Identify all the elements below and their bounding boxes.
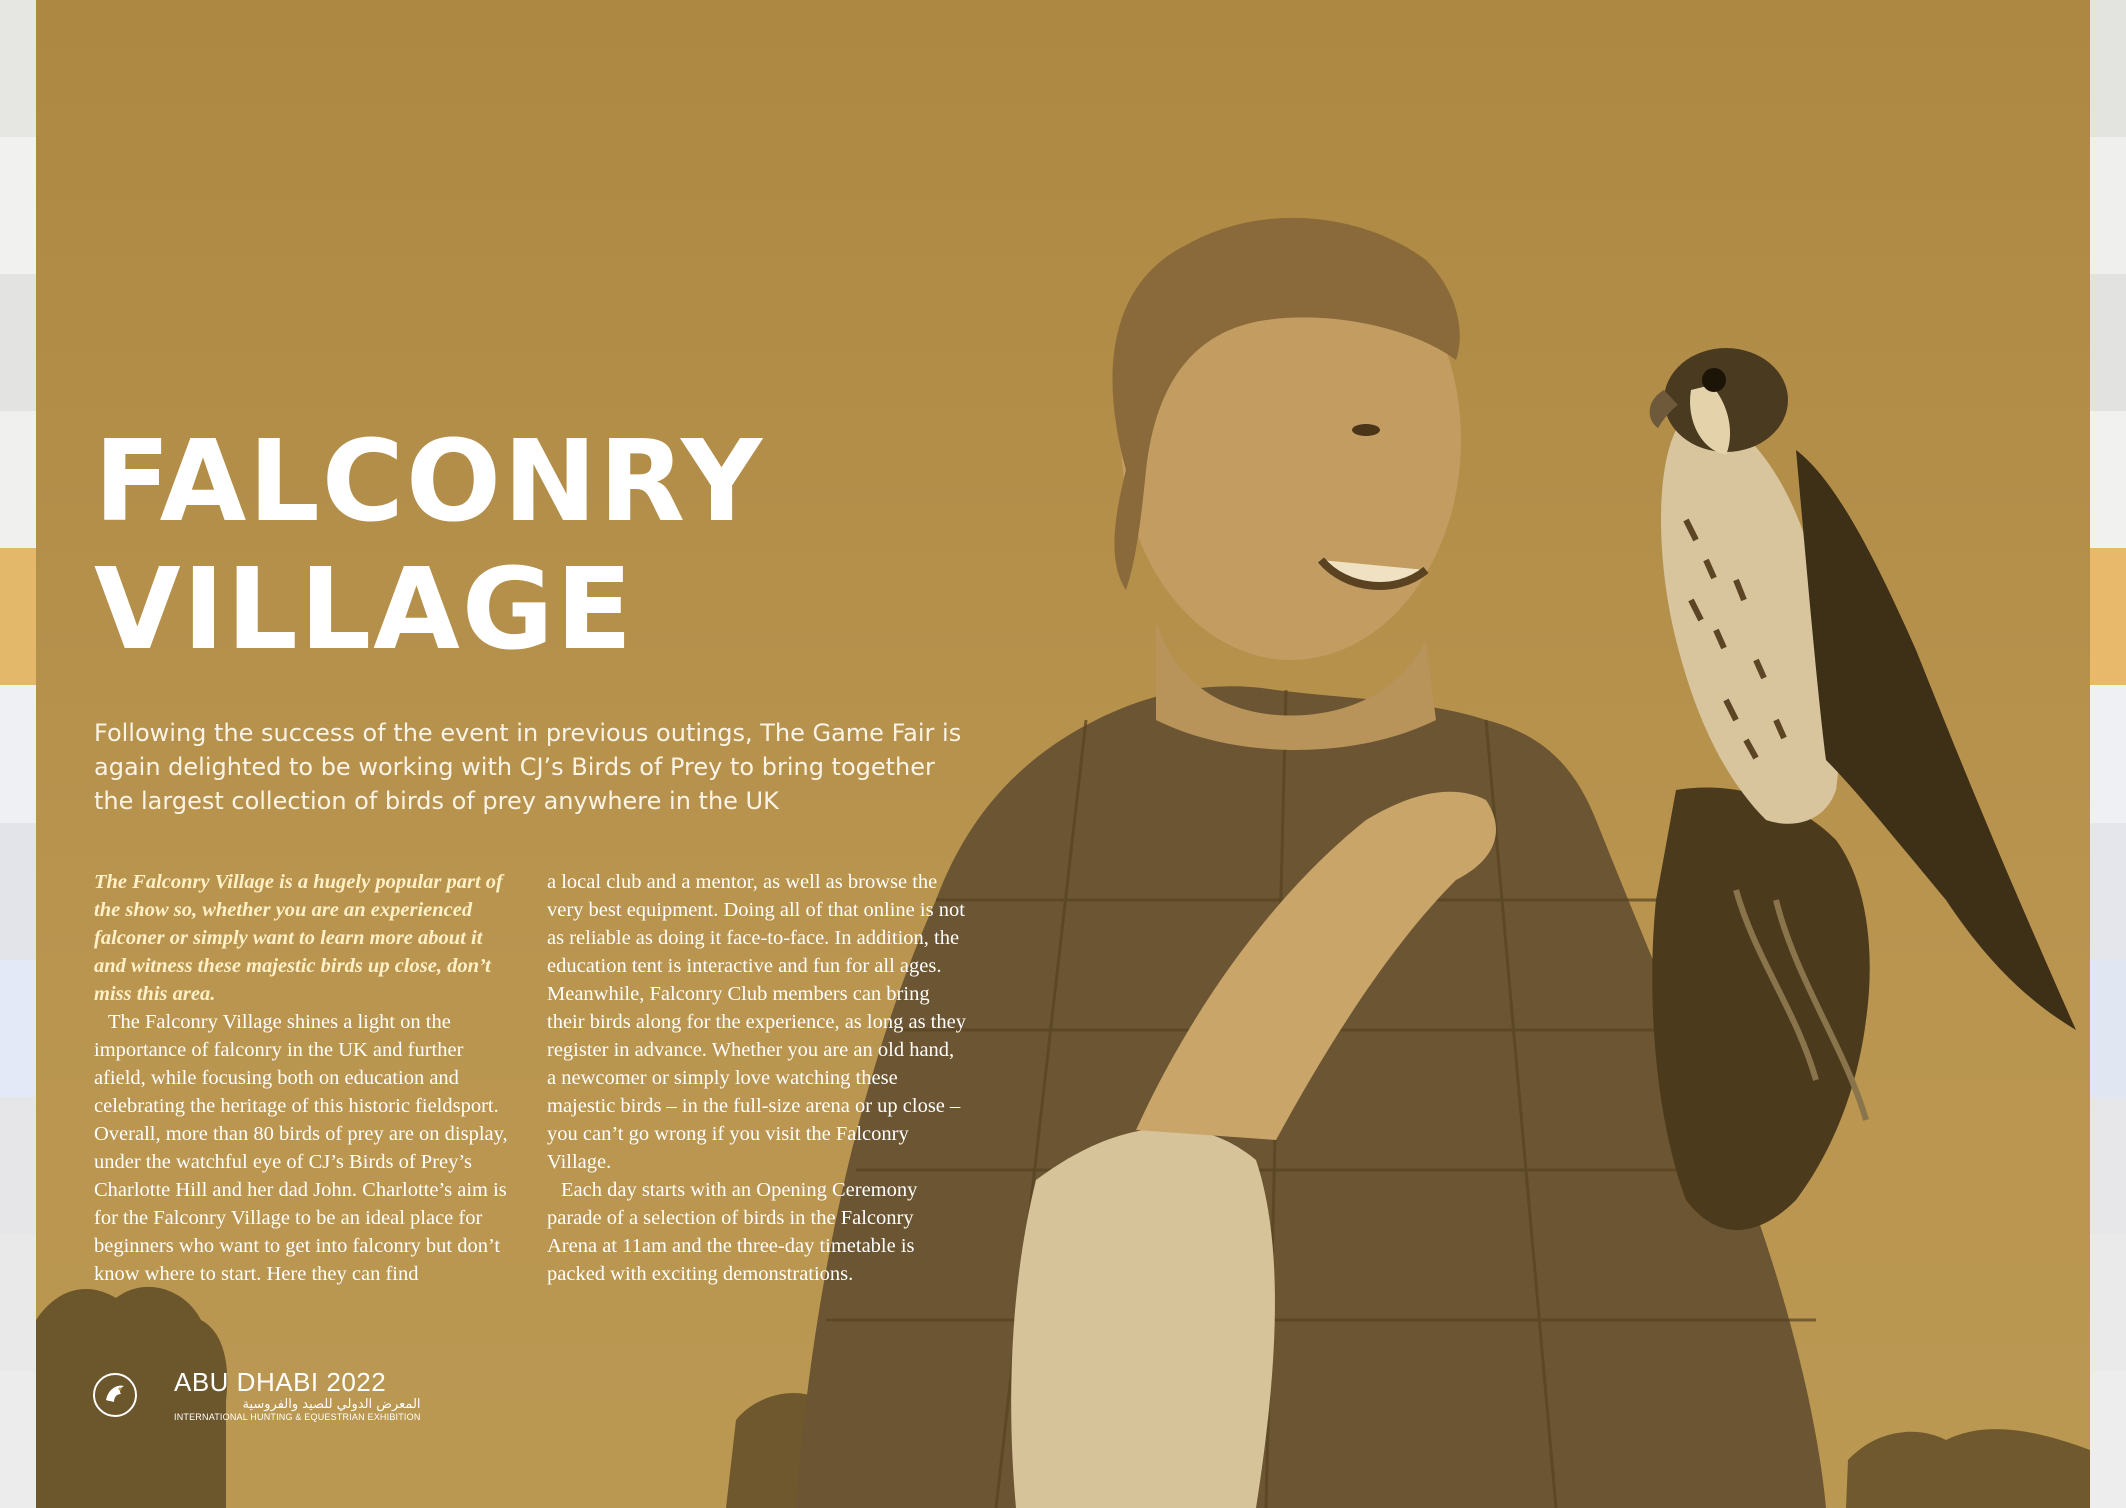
logo-arabic-text: المعرض الدولي للصيد والفروسية xyxy=(242,1397,421,1412)
color-bar-left xyxy=(0,0,36,1508)
falconry-glove xyxy=(1652,787,1870,1230)
article-standfirst: Following the success of the event in previous outings, The Game Fair is again delighted to be working with CJ’s Birds of Prey to bring together the largest collection of birds of prey anywhere in the UK xyxy=(94,719,962,815)
title-line-1: FALCONRY xyxy=(94,417,765,547)
color-swatch-1 xyxy=(2090,0,2126,137)
color-bar-right xyxy=(2090,0,2126,1508)
color-swatch-11 xyxy=(2090,1371,2126,1508)
color-swatch-1 xyxy=(0,0,36,137)
color-swatch-7 xyxy=(0,823,36,960)
article-title xyxy=(94,418,764,674)
color-swatch-10 xyxy=(2090,1234,2126,1371)
falcon-eye xyxy=(1702,368,1726,392)
white-sleeve xyxy=(1011,1128,1275,1508)
logo-text xyxy=(174,1368,421,1422)
color-swatch-2 xyxy=(0,137,36,274)
color-swatch-3 xyxy=(0,274,36,411)
color-swatch-8 xyxy=(2090,960,2126,1097)
color-swatch-9 xyxy=(2090,1097,2126,1234)
falcon-emblem-icon xyxy=(92,1372,138,1418)
color-swatch-6 xyxy=(2090,685,2126,822)
article-page xyxy=(36,0,2090,1508)
logo-title: ABU DHABI 2022 xyxy=(174,1367,387,1397)
color-swatch-5 xyxy=(2090,548,2126,685)
color-swatch-9 xyxy=(0,1097,36,1234)
body-paragraph-1: The Falconry Village shines a light on the importance of falconry in the UK and further afield, while focusing both on education and celebrating the heritage of this historic fieldsport. Overall, more than 80 birds of prey are on display, under the watchful eye of CJ’s Birds of Prey’s Charlotte Hill and her dad John. Charlotte’s aim is for the Falconry Village to be an ideal place for beginners who want to get into falconry but don’t know where to start. Here they can find xyxy=(94,1011,508,1285)
color-swatch-8 xyxy=(0,960,36,1097)
body-column-1 xyxy=(94,868,514,1288)
tree-silhouette-right xyxy=(1846,1429,2090,1508)
color-swatch-7 xyxy=(2090,823,2126,960)
body-column-2 xyxy=(547,868,967,1288)
color-swatch-4 xyxy=(0,411,36,548)
color-swatch-2 xyxy=(2090,137,2126,274)
logo-subtitle: INTERNATIONAL HUNTING & EQUESTRIAN EXHIBITION xyxy=(174,1412,421,1422)
woman-eye xyxy=(1352,424,1380,436)
intro-paragraph: The Falconry Village is a hugely popular part of the show so, whether you are an experienced falconer or simply want to learn more about it and witness these majestic birds up close, don’t miss this area. xyxy=(94,871,503,1005)
event-logo xyxy=(92,1368,421,1422)
color-swatch-4 xyxy=(2090,411,2126,548)
color-swatch-11 xyxy=(0,1371,36,1508)
color-swatch-10 xyxy=(0,1234,36,1371)
color-swatch-6 xyxy=(0,685,36,822)
title-line-2: VILLAGE xyxy=(94,545,635,675)
color-swatch-5 xyxy=(0,548,36,685)
color-swatch-3 xyxy=(2090,274,2126,411)
body-paragraph-3: Each day starts with an Opening Ceremony parade of a selection of birds in the Falconry Arena at 11am and the three-day timetable is packed with exciting demonstrations. xyxy=(547,1179,918,1285)
body-paragraph-2: a local club and a mentor, as well as browse the very best equipment. Doing all of that online is not as reliable as doing it face-to-face. In addition, the education tent is interactive and fun for all ages. Meanwhile, Falconry Club members can bring their birds along for the experience, as long as they register in advance. Whether you are an old hand, a newcomer or simply love watching these majestic birds – in the full-size arena or up close – you can’t go wrong if you visit the Falconry Village. xyxy=(547,871,966,1173)
